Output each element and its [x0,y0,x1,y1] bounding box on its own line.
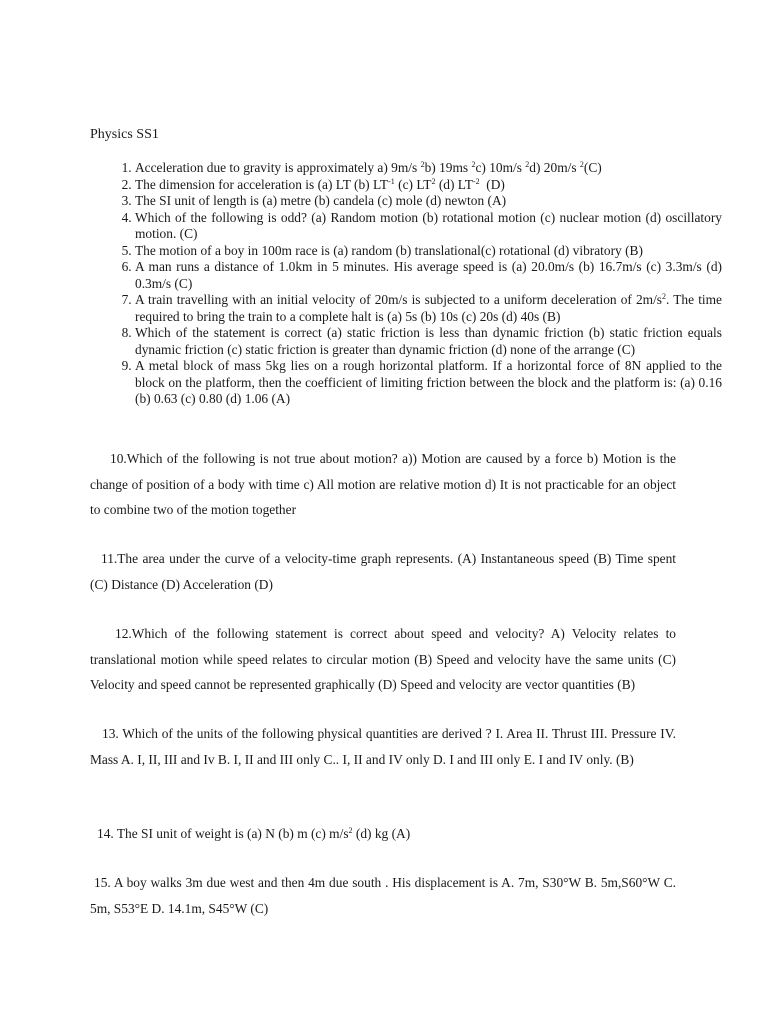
list-item: 1. Acceleration due to gravity is approximately a) 9m/s $^2$b) 19ms $^2$c) 10m/s $^2$d) 20m/s $^2$(C) [135,160,722,177]
list-item: 6. A man runs a distance of 1.0km in 5 minutes. His average speed is (a) 20.0m/s (b) 16.7m/s (c) 3.3m/s (d) 0.3m/s (C) [135,259,722,292]
list-item: 8. Which of the statement is correct (a) static friction is less than dynamic friction (b) static friction equals dynamic friction (c) static friction is greater than dynamic friction (d) none of the arrange (C) [135,325,722,358]
list-item: 5. The motion of a boy in 100m race is (a) random (b) translational(c) rotational (d) vibratory (B) [135,243,722,260]
list-item: 9. A metal block of mass 5kg lies on a rough horizontal platform. If a horizontal force of 8N applied to the block on the platform, then the coefficient of limiting friction between the block and the platform is: (a) 0.16 (b) 0.63 (c) 0.80 (d) 1.06 (A) [135,358,722,408]
question-15: 15. A boy walks 3m due west and then 4m due south . His displacement is A. 7m, S30°W B. 5m,S60°W C. 5m, S53°E D. 14.1m, S45°W (C) [90,875,676,916]
question-13: 13. Which of the units of the following physical quantities are derived ? I. Area II. Thrust III. Pressure IV. Mass A. I, II, III and Iv B. I, II and III only C.. I, II and IV only D. I and III only E. I and IV only. (B) [90,726,676,767]
list-item: 2. The dimension for acceleration is (a) LT (b) $LT^{-1}$ (c) $LT^2$ (d) $LT^{-2}$ (D) [135,177,722,194]
list-item: 7. A train travelling with an initial velocity of 20m/s is subjected to a uniform deceleration of $2m/s^2$. The time required to bring the train to a complete halt is (a) 5s (b) 10s (c) 20s (d) 40s (B) [135,292,722,325]
question-12: 12.Which of the following statement is correct about speed and velocity? A) Velocity relates to translational motion while speed relates to circular motion (B) Speed and velocity have the same units (C) Velocity and speed cannot be represented graphically (D) Speed and velocity are vector quantities (B) [90,626,676,692]
list-item: 3. The SI unit of length is (a) metre (b) candela (c) mole (d) newton (A) [135,193,722,210]
question-11: 11.The area under the curve of a velocity-time graph represents. (A) Instantaneous speed (B) Time spent (C) Distance (D) Acceleration (D) [90,551,676,592]
question-list [90,160,722,408]
list-item: 4. Which of the following is odd? (a) Random motion (b) rotational motion (c) nuclear motion (d) oscillatory motion. (C) [135,210,722,243]
question-10: 10.Which of the following is not true about motion? a)) Motion are caused by a force b) Motion is the change of position of a body with time c) All motion are relative motion d) It is not practicable for an object to combine two of the motion together [90,451,676,517]
question-14: 14. The SI unit of weight is (a) N (b) m (c) $m/s^2$ (d) kg (A) [97,826,411,841]
page-title: Physics SS1 [90,127,159,142]
